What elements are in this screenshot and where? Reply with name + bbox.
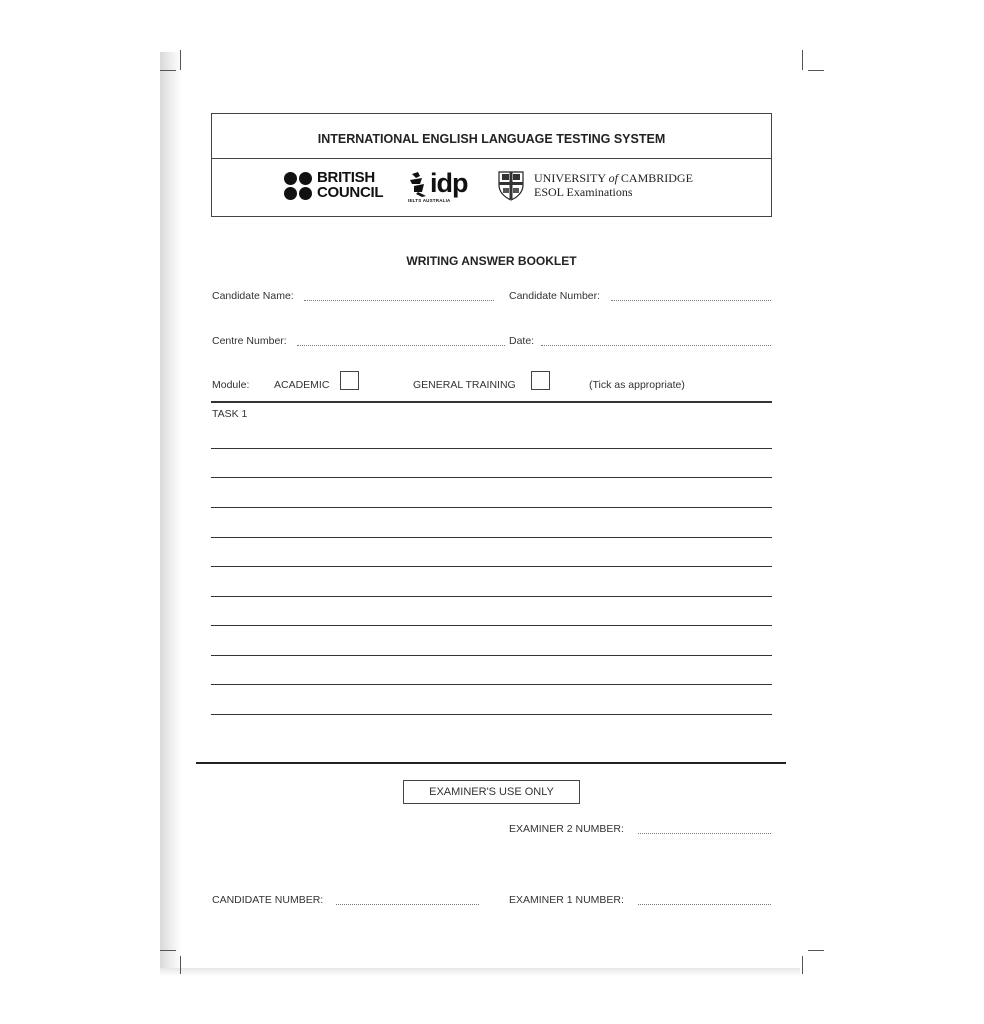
answer-line[interactable]	[211, 537, 772, 538]
academic-checkbox[interactable]	[340, 371, 359, 390]
date-label: Date:	[509, 335, 535, 347]
general-training-label: GENERAL TRAINING	[413, 379, 516, 391]
crop-mark	[802, 50, 803, 70]
centre-number-label: Centre Number:	[212, 335, 287, 347]
idp-subtext: IELTS AUSTRALIA	[408, 198, 451, 203]
booklet-title: WRITING ANSWER BOOKLET	[406, 254, 577, 268]
idp-logo	[408, 168, 478, 208]
answer-line[interactable]	[211, 714, 772, 715]
answer-line[interactable]	[211, 507, 772, 508]
answer-line[interactable]	[211, 596, 772, 597]
crop-mark	[180, 956, 181, 974]
module-label: Module:	[212, 379, 250, 391]
idp-figure-icon	[408, 170, 428, 198]
examiner-section-divider	[196, 762, 786, 764]
answer-line[interactable]	[211, 625, 772, 626]
examiner2-label: EXAMINER 2 NUMBER:	[509, 823, 624, 835]
examiner1-field[interactable]	[638, 904, 771, 905]
idp-wordmark: idp	[430, 168, 468, 198]
crop-mark	[802, 956, 803, 974]
module-divider	[211, 401, 772, 403]
cambridge-crest-icon	[498, 171, 524, 201]
page-bottom-shadow	[160, 968, 800, 976]
examiners-use-only-box: EXAMINER'S USE ONLY	[403, 780, 580, 804]
candidate-number-field[interactable]	[611, 300, 771, 301]
tick-hint: (Tick as appropriate)	[589, 379, 685, 391]
logo-row	[212, 159, 771, 217]
examiner2-field[interactable]	[638, 833, 771, 834]
candidate-name-field[interactable]	[304, 300, 494, 301]
crop-mark	[180, 50, 181, 70]
crop-mark	[160, 950, 176, 951]
candidate-name-label: Candidate Name:	[212, 290, 294, 302]
candidate-number-label: Candidate Number:	[509, 290, 601, 302]
general-training-checkbox[interactable]	[531, 371, 550, 390]
task-label: TASK 1	[212, 408, 248, 420]
candidate-number-footer-field[interactable]	[336, 904, 479, 905]
cambridge-wordmark: UNIVERSITY of CAMBRIDGE ESOL Examinations	[534, 171, 693, 199]
header-title: INTERNATIONAL ENGLISH LANGUAGE TESTING SYSTEM	[212, 114, 771, 159]
crop-mark	[808, 70, 824, 71]
answer-line[interactable]	[211, 448, 772, 449]
candidate-number-footer-label: CANDIDATE NUMBER:	[212, 894, 324, 906]
date-field[interactable]	[541, 345, 771, 346]
crop-mark	[160, 70, 176, 71]
british-council-dots-icon	[284, 172, 312, 200]
answer-line[interactable]	[211, 566, 772, 567]
answer-line[interactable]	[211, 684, 772, 685]
page-edge-shadow	[160, 52, 182, 972]
crop-mark	[808, 950, 824, 951]
examiner1-label: EXAMINER 1 NUMBER:	[509, 894, 624, 906]
answer-line[interactable]	[211, 655, 772, 656]
british-council-wordmark: BRITISH COUNCIL	[317, 169, 384, 201]
answer-line[interactable]	[211, 477, 772, 478]
academic-label: ACADEMIC	[274, 379, 330, 391]
header-box	[211, 113, 772, 217]
centre-number-field[interactable]	[297, 345, 505, 346]
